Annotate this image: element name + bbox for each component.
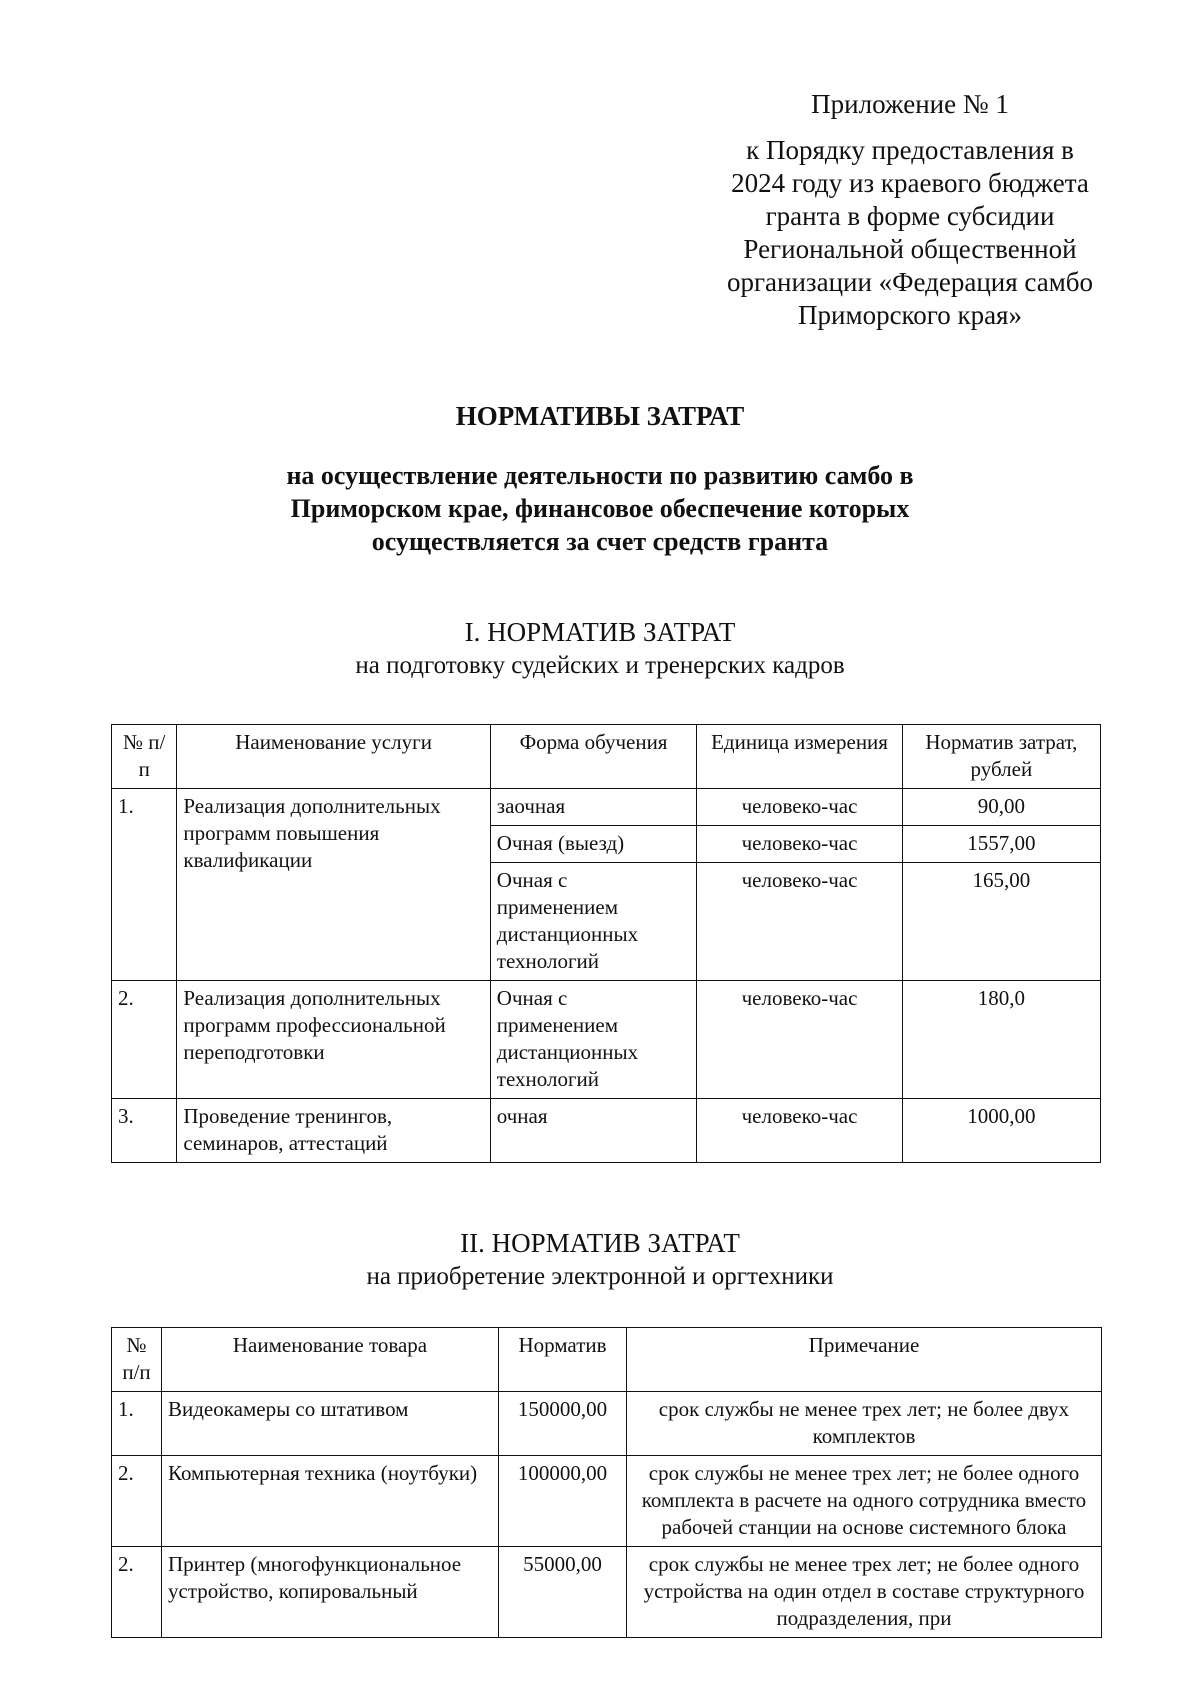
norm-value: 100000,00 [499, 1456, 627, 1547]
unit: человеко-час [697, 826, 902, 863]
equipment-norms-table [111, 1327, 1102, 1638]
training-norms-table [111, 724, 1101, 1163]
table-row [112, 1456, 1102, 1547]
annex-line: к Порядку предоставления в [746, 135, 1074, 165]
service-name: Проведение тренингов, семинаров, аттестаций [177, 1099, 490, 1163]
annex-title: Приложение № 1 [811, 89, 1009, 119]
section-1-heading [0, 616, 1200, 682]
annex-line: гранта в форме субсидии [765, 201, 1055, 231]
note: срок службы не менее трех лет; не более одного устройства на один отдел в составе структурного подразделения, при [627, 1547, 1102, 1638]
document-subtitle [0, 459, 1200, 558]
column-header-norm: Норматив затрат, рублей [902, 725, 1100, 789]
norm-value: 1557,00 [902, 826, 1100, 863]
table-row [112, 1547, 1102, 1638]
table-row [112, 1392, 1102, 1456]
note: срок службы не менее трех лет; не более двух комплектов [627, 1392, 1102, 1456]
column-header-unit: Единица измерения [697, 725, 902, 789]
column-header-norm: Норматив [499, 1328, 627, 1392]
column-header-num: № п/п [112, 725, 177, 789]
section-2-title: II. НОРМАТИВ ЗАТРАТ [460, 1228, 740, 1258]
annex-line: Приморского края» [798, 300, 1022, 330]
annex-line: 2024 году из краевого бюджета [731, 168, 1089, 198]
row-num: 3. [112, 1099, 177, 1163]
product-name: Принтер (многофункциональное устройство, копировальный [162, 1547, 499, 1638]
annex-line: организации «Федерация самбо [726, 267, 1094, 297]
training-form: Очная (выезд) [490, 826, 697, 863]
norm-value: 90,00 [902, 789, 1100, 826]
annex-header [690, 88, 1130, 332]
unit: человеко-час [697, 863, 902, 981]
table-row [112, 789, 1101, 826]
subtitle-line: на осуществление деятельности по развитию самбо в [286, 461, 914, 490]
norm-value: 55000,00 [499, 1547, 627, 1638]
subtitle-line: Приморском крае, финансовое обеспечение которых [290, 494, 910, 523]
training-form: заочная [490, 789, 697, 826]
column-header-form: Форма обучения [490, 725, 697, 789]
training-form: Очная с применением дистанционных технологий [490, 863, 697, 981]
table-header-row [112, 1328, 1102, 1392]
document-title: НОРМАТИВЫ ЗАТРАТ [455, 401, 745, 431]
column-header-num: № п/п [112, 1328, 162, 1392]
product-name: Компьютерная техника (ноутбуки) [162, 1456, 499, 1547]
table-header-row [112, 725, 1101, 789]
product-name: Видеокамеры со штативом [162, 1392, 499, 1456]
training-form: очная [490, 1099, 697, 1163]
note: срок службы не менее трех лет; не более одного комплекта в расчете на одного сотрудника вместо рабочей станции на основе системного блока [627, 1456, 1102, 1547]
table-row [112, 981, 1101, 1099]
row-num: 1. [112, 789, 177, 981]
row-num: 2. [112, 981, 177, 1099]
service-name: Реализация дополнительных программ повышения квалификации [177, 789, 490, 981]
unit: человеко-час [697, 981, 902, 1099]
norm-value: 165,00 [902, 863, 1100, 981]
norm-value: 150000,00 [499, 1392, 627, 1456]
norm-value: 1000,00 [902, 1099, 1100, 1163]
section-2-heading [0, 1227, 1200, 1293]
service-name: Реализация дополнительных программ профессиональной переподготовки [177, 981, 490, 1099]
section-1-title: I. НОРМАТИВ ЗАТРАТ [464, 617, 736, 647]
column-header-name: Наименование услуги [177, 725, 490, 789]
subtitle-line: осуществляется за счет средств гранта [371, 527, 829, 556]
row-num: 2. [112, 1456, 162, 1547]
annex-line: Региональной общественной [743, 234, 1077, 264]
unit: человеко-час [697, 789, 902, 826]
training-form: Очная с применением дистанционных технологий [490, 981, 697, 1099]
row-num: 2. [112, 1547, 162, 1638]
table-row [112, 1099, 1101, 1163]
column-header-note: Примечание [627, 1328, 1102, 1392]
section-2-subtitle: на приобретение электронной и оргтехники [366, 1263, 834, 1290]
norm-value: 180,0 [902, 981, 1100, 1099]
section-1-subtitle: на подготовку судейских и тренерских кадров [355, 652, 845, 679]
unit: человеко-час [697, 1099, 902, 1163]
column-header-name: Наименование товара [162, 1328, 499, 1392]
row-num: 1. [112, 1392, 162, 1456]
